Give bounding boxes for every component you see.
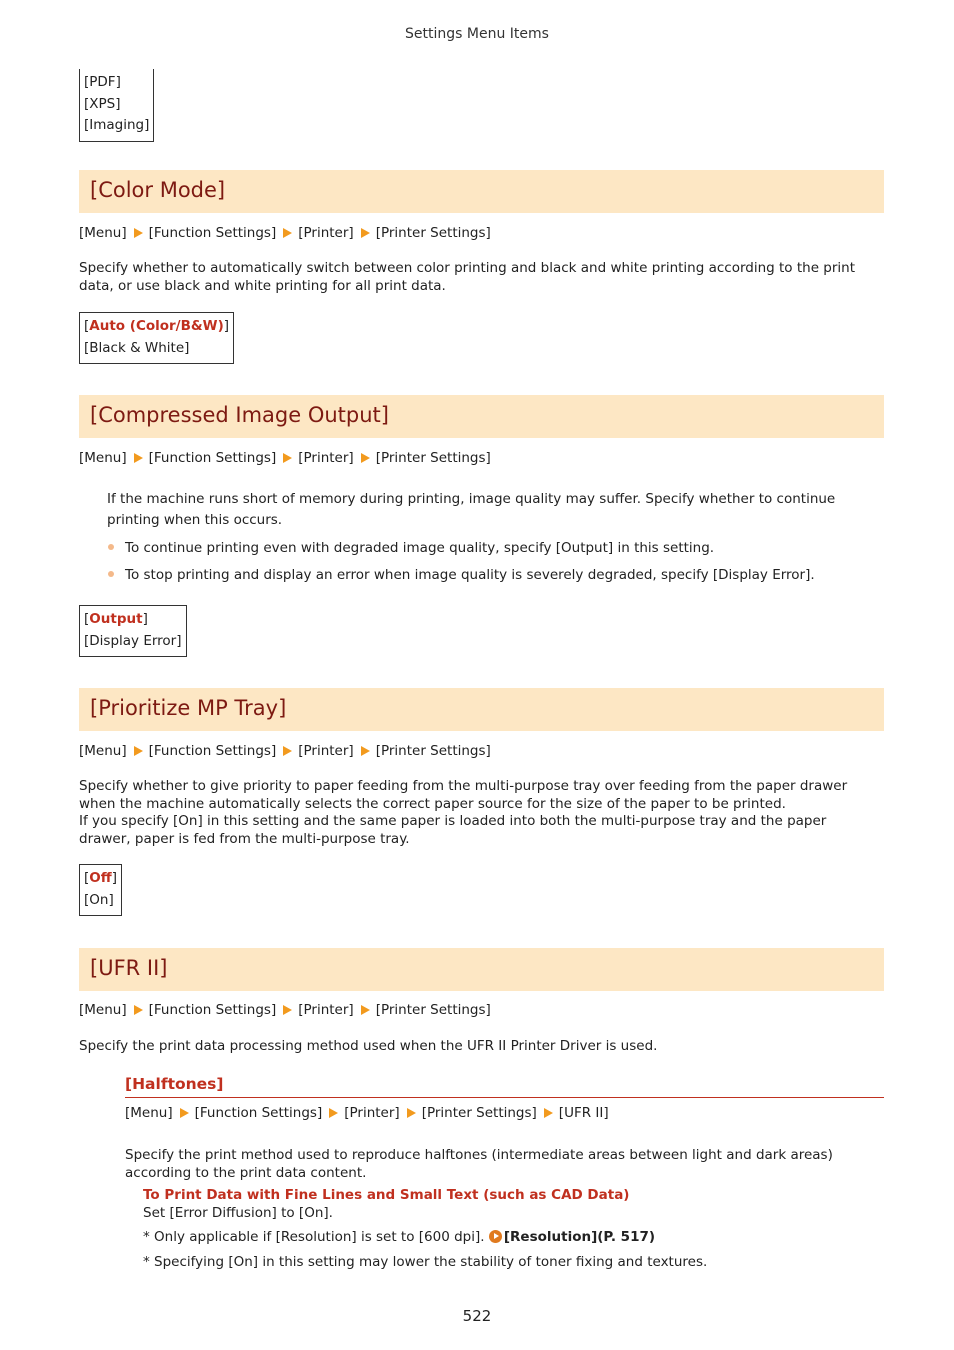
breadcrumb-item: [Menu]	[79, 450, 127, 466]
breadcrumb-item: [Printer Settings]	[375, 743, 491, 759]
option-on: [On]	[84, 891, 114, 908]
section-description: Specify the print data processing method used when the UFR II Printer Driver is used.	[79, 1038, 658, 1054]
default-value: Output	[89, 611, 143, 627]
subsection-title: [Halftones]	[125, 1075, 224, 1093]
option-imaging: [Imaging]	[84, 117, 150, 133]
bullet-dot-icon	[108, 544, 114, 550]
running-header: Settings Menu Items	[405, 26, 549, 42]
section-header-ufr-ii	[79, 948, 884, 991]
breadcrumb-item: [UFR II]	[558, 1105, 609, 1121]
section-header-color-mode	[79, 170, 884, 213]
option-pdf: [PDF]	[84, 74, 121, 90]
subsection-description: Specify the print method used to reproduce halftones (intermediate areas between light and dark areas) according to the print data content.	[125, 1147, 833, 1181]
description-paragraph: If you specify [On] in this setting and the same paper is loaded into both the multi-purpose tray and the paper drawer, paper is fed from the multi-purpose tray.	[79, 813, 827, 847]
breadcrumb-item: [Printer Settings]	[375, 1002, 491, 1018]
breadcrumb-item: [Function Settings]	[148, 1002, 277, 1018]
section-header-compressed-image-output	[79, 395, 884, 438]
breadcrumb	[79, 743, 491, 759]
arrow-right-icon	[361, 1005, 370, 1015]
page-number: 522	[462, 1307, 492, 1325]
note-toner-fixing: * Specifying [On] in this setting may lower the stability of toner fixing and textures.	[143, 1254, 708, 1270]
output-format-options	[79, 69, 154, 142]
case-text: Set [Error Diffusion] to [On].	[143, 1205, 333, 1221]
breadcrumb-item: [Function Settings]	[148, 743, 277, 759]
option-black-white: [Black & White]	[84, 339, 190, 356]
arrow-right-icon	[283, 1005, 292, 1015]
section-description	[79, 778, 881, 848]
description-paragraph: Specify whether to give priority to paper feeding from the multi-purpose tray over feeding from the paper drawer when the machine automatically selects the correct paper source for the size of the paper to be printed.	[79, 778, 848, 812]
case-title: To Print Data with Fine Lines and Small Text (such as CAD Data)	[143, 1187, 630, 1203]
breadcrumb-item: [Menu]	[125, 1105, 173, 1121]
resolution-link[interactable]: [Resolution](P. 517)	[503, 1229, 656, 1245]
breadcrumb-item: [Printer]	[344, 1105, 400, 1121]
option-default: [Output]	[84, 611, 148, 627]
arrow-right-icon	[283, 228, 292, 238]
prioritize-mp-tray-options	[79, 864, 122, 916]
breadcrumb-item: [Printer Settings]	[375, 225, 491, 241]
option-default: [Auto (Color/B&W)]	[84, 318, 230, 334]
breadcrumb-item: [Printer Settings]	[421, 1105, 537, 1121]
arrow-right-icon	[283, 453, 292, 463]
arrow-right-icon	[283, 746, 292, 756]
arrow-right-icon	[407, 1108, 416, 1118]
bullet-dot-icon	[108, 571, 114, 577]
compressed-image-output-options	[79, 605, 187, 657]
breadcrumb	[79, 450, 491, 466]
option-default: [Off]	[84, 870, 117, 886]
breadcrumb-item: [Function Settings]	[194, 1105, 323, 1121]
breadcrumb	[125, 1105, 609, 1121]
bullet-item: To stop printing and display an error when image quality is severely degraded, specify [Display Error].	[108, 567, 815, 583]
option-xps: [XPS]	[84, 95, 121, 112]
arrow-right-icon	[361, 228, 370, 238]
breadcrumb-item: [Menu]	[79, 225, 127, 241]
section-title: [Prioritize MP Tray]	[90, 696, 287, 720]
arrow-right-icon	[180, 1108, 189, 1118]
breadcrumb-item: [Printer]	[298, 743, 354, 759]
color-mode-options	[79, 312, 234, 364]
note-resolution: * Only applicable if [Resolution] is set to [600 dpi]. [Resolution](P. 517)	[143, 1229, 656, 1245]
default-value: Auto (Color/B&W)	[89, 318, 224, 334]
section-header-prioritize-mp-tray	[79, 688, 884, 731]
breadcrumb-item: [Printer]	[298, 225, 354, 241]
breadcrumb-item: [Menu]	[79, 743, 127, 759]
arrow-right-icon	[134, 228, 143, 238]
section-title: [Color Mode]	[90, 178, 226, 202]
breadcrumb-item: [Function Settings]	[148, 450, 277, 466]
arrow-right-icon	[361, 746, 370, 756]
option-display-error: [Display Error]	[84, 632, 182, 649]
arrow-right-icon	[329, 1108, 338, 1118]
arrow-right-icon	[134, 1005, 143, 1015]
subsection-header-halftones	[125, 1075, 884, 1098]
breadcrumb-item: [Printer Settings]	[375, 450, 491, 466]
section-description: Specify whether to automatically switch between color printing and black and white printing according to the print data, or use black and white printing for all print data.	[79, 260, 856, 294]
breadcrumb	[79, 225, 491, 241]
arrow-right-icon	[544, 1108, 553, 1118]
breadcrumb	[79, 1002, 491, 1018]
note-text: If the machine runs short of memory during printing, image quality may suffer. Specify whether to continue printing when this occurs.	[107, 491, 836, 528]
breadcrumb-item: [Function Settings]	[148, 225, 277, 241]
default-value: Off	[89, 870, 112, 886]
breadcrumb-item: [Printer]	[298, 1002, 354, 1018]
arrow-circle-icon	[489, 1230, 502, 1243]
arrow-right-icon	[361, 453, 370, 463]
section-title: [Compressed Image Output]	[90, 403, 389, 427]
section-title: [UFR II]	[90, 956, 168, 980]
breadcrumb-item: [Menu]	[79, 1002, 127, 1018]
arrow-right-icon	[134, 453, 143, 463]
arrow-right-icon	[134, 746, 143, 756]
bullet-item: To continue printing even with degraded image quality, specify [Output] in this setting.	[108, 540, 714, 556]
breadcrumb-item: [Printer]	[298, 450, 354, 466]
